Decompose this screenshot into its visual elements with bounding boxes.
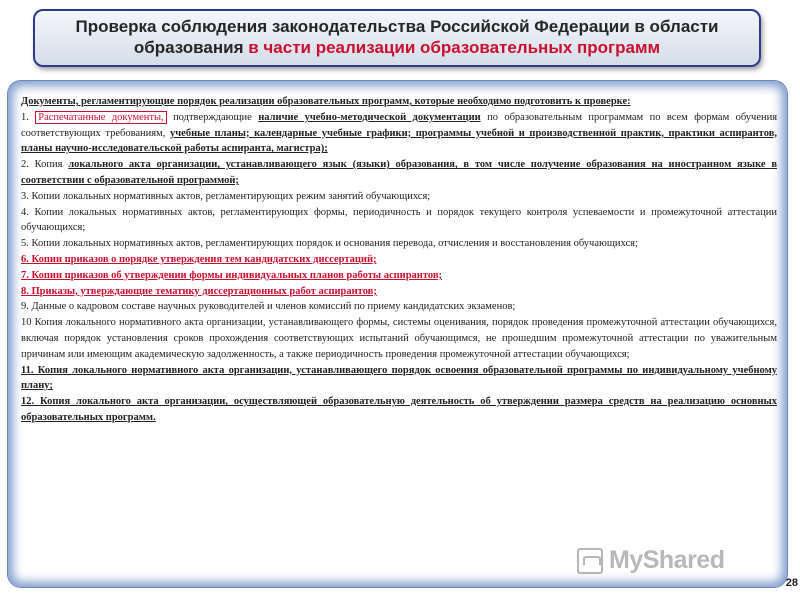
title-accent: в части реализации образовательных программ [248,38,661,57]
list-item-3: 3. Копии локальных нормативных актов, регламентирующих режим занятий обучающихся; [21,190,431,202]
document-list [21,94,777,426]
list-item-4: 4. Копии локальных нормативных актов, регламентирующих формы, периодичность и порядок текущего контроля успеваемости и промежуточной аттестации обучающихся; [21,206,777,234]
watermark-brand: MyShared [609,546,725,574]
list-item-10: 10 Копия локального нормативного акта организации, устанавливающего формы, системы оценивания, порядок проведения промежуточной аттестации обучающихся, включая порядок установления сроков прохождения соответствующих испытаний обучающимся, не прошедшим промежуточной аттестации по уважительным причинам или имеющим академическую задолженность, а также периодичность проведения промежуточной аттестации обучающихся; [21,317,777,360]
list-item-11: 11. Копия локального нормативного акта организации, устанавливающего порядок освоения образовательной программы по индивидуальному учебному плану; [21,364,777,392]
list-item-7: 7. Копии приказов об утверждении формы индивидуальных планов работы аспирантов; [21,269,443,281]
item-bold: наличие учебно-методической документации [258,111,481,123]
list-item-1 [21,110,777,157]
list-item-8: 8. Приказы, утверждающие тематику диссертационных работ аспирантов; [21,285,377,297]
title-prefix: образования [133,38,244,57]
content-panel [7,80,788,588]
item-number: 1. [21,111,29,123]
item-bold: локального акта организации, устанавливающего язык (языки) образования, в том числе получение образования на иностранном языке в соответствии с образовательной программой; [21,159,777,186]
page-number: 28 [785,577,798,589]
list-item-5: 5. Копии локальных нормативных актов, регламентирующих порядок и основания перевода, отчисления и восстановления обучающихся; [21,238,638,250]
title-line-2 [35,37,759,58]
list-item-9: 9. Данные о кадровом составе научных руководителей и членов комиссий по приему кандидатских экзаменов; [21,301,516,313]
list-item-6: 6. Копии приказов о порядке утверждения тем кандидатских диссертаций; [21,253,377,265]
item-bold: учебные планы; календарные учебные графики; программы учебной и производственной практик, практики аспирантов, планы научно-исследовательской работы аспиранта, магистра); [21,127,777,155]
item-1-highlight: Распечатанные документы, [35,111,166,124]
list-item-2 [21,157,777,189]
intro-heading: Документы, регламентирующие порядок реализации образовательных программ, которые необходимо подготовить к проверке: [21,96,631,107]
item-text: по образовательным программам по всем формам обучения соответствующих требованиям, [21,111,778,139]
list-item-12: 12. Копия локального акта организации, осуществляющей образовательную деятельность об утверждении размера средств на реализацию основных образовательных программ. [21,396,777,423]
item-text: подтверждающие [173,111,252,123]
title-line-1: Проверка соблюдения законодательства Российской Федерации в области [75,17,719,36]
item-text: 2. Копия [21,159,63,171]
slide-title [33,9,761,67]
